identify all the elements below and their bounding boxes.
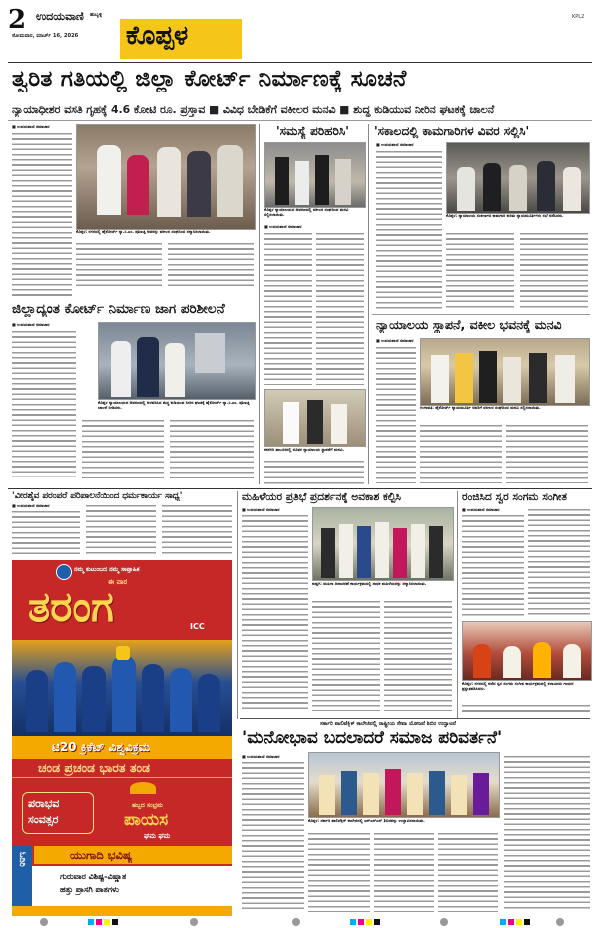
mahile-headline: ಮಹಿಳೆಯರ ಪ್ರತಿಭೆ ಪ್ರದರ್ಶನಕ್ಕೆ ಅವಕಾಶ ಕಲ್ಪಿಸಿ — [242, 491, 401, 503]
samasye-body-1 — [264, 231, 312, 385]
kamagari-body-2 — [446, 231, 514, 311]
subhead-rule — [8, 120, 592, 121]
col-rule-2 — [368, 124, 369, 484]
ad-title: ತರಂಗ — [28, 582, 114, 631]
ad-footer-2: ಹತ್ತು ಪ್ರಾಸಗಿ ಪಾತಗಳು — [60, 885, 119, 894]
col-rule-4 — [457, 491, 458, 719]
mahile-byline: ■ ಉದಯವಾಣಿ ಸಮಾಚಾರ — [242, 507, 280, 512]
header-rule — [8, 62, 592, 63]
lead-body-6 — [170, 418, 254, 478]
mahile-body-2 — [312, 599, 380, 711]
ad-payasa: ಪಾಯಸ — [124, 810, 169, 830]
manobhava-headline: 'ಮನೋಭಾವ ಬದಲಾದರೆ ಸಮಾಜ ಪರಿವರ್ತನೆ' — [242, 728, 503, 748]
edition-tag: ಹುಬ್ಬಳ್ಳಿ — [90, 12, 103, 18]
manobhava-rule — [240, 718, 590, 719]
veerashaiva-body-3 — [162, 503, 232, 557]
manobhava-body-1 — [242, 760, 304, 912]
kamagari-photo — [446, 142, 590, 214]
ad-flower-deco — [130, 782, 156, 794]
mahile-body-3 — [384, 599, 452, 711]
manobhava-caption: ಕೊಪ್ಪಳ: ಸರ್ಕಾರಿ ಪಾಲಿಟೆಕ್ನಿಕ್ ಕಾಲೇಜಿನಲ್ಲಿ ಎನ್‌ಎಸ್‌ಎಸ್ ಶಿಬಿರವನ್ನು ಉದ್ಘಾಟಿಸಲಾಯಿತು. — [308, 818, 425, 823]
samasye-photo — [264, 142, 366, 208]
ad-team-photo — [12, 640, 232, 736]
mahile-caption: ಕುಷ್ಟಗಿ: ಮಹಿಳಾ ದಿನಾಚರಣೆ ಕಾರ್ಯಕ್ರಮದಲ್ಲಿ ಸಾಧಕ ಮಹಿಳೆಯರನ್ನು ಸನ್ಮಾನಿಸಲಾಯಿತು. — [312, 581, 427, 586]
manobhava-body-5 — [504, 754, 590, 912]
kamagari-body-1 — [376, 149, 442, 311]
kamagari-body-3 — [520, 231, 588, 311]
section-byline: ■ ಉದಯವಾಣಿ ಸಮಾಚಾರ — [12, 322, 50, 327]
sangeet-headline: ರಂಜಿಸಿದ ಸ್ವರ ಸಂಗಮ ಸಂಗೀತ — [462, 491, 567, 503]
samasye-headline: 'ಸಮಸ್ಯೆ ಪರಿಹರಿಸಿ' — [276, 124, 349, 138]
veerashaiva-byline: ■ ಉದಯವಾಣಿ ಸಮಾಚಾರ — [12, 503, 50, 508]
samasye-photo-2 — [264, 389, 366, 447]
lead-body-1 — [12, 131, 72, 296]
registration-marks — [0, 916, 600, 928]
ad-payasa-pre: ಹಬ್ಬದ ಸಂಭ್ರಮ — [132, 802, 163, 809]
lead-body-4 — [12, 329, 76, 477]
sangeet-body-2 — [528, 507, 590, 617]
ad-ghama: ಘಮ ಘಮ — [144, 832, 171, 840]
ad-tagline: ನಮ್ಮ ಕುಟುಂಬದ ನಮ್ಮ ಸಾಪ್ತಾಹಿಕ — [74, 566, 140, 573]
veerashaiva-body-2 — [86, 503, 156, 557]
lead-body-3 — [168, 241, 254, 289]
veerashaiva-headline: 'ವೀರಶೈವ ಪರಂಪರೆ ಪರಿಪಾಲನೆಯಿಂದ ಧರ್ಮಕಾರ್ಯ ಸಾಧ್ಯ' — [12, 491, 183, 501]
lead-photo — [76, 124, 256, 230]
lead-byline: ■ ಉದಯವಾಣಿ ಸಮಾಚಾರ — [12, 124, 50, 129]
court-setup-caption: ಗಂಗಾವತಿ: ಹೈಕೋರ್ಟ್ ನ್ಯಾಯಮೂರ್ತಿ ಅವರಿಗೆ ವಕೀಲರ ಸಂಘದಿಂದ ಮನವಿ ಸಲ್ಲಿಸಲಾಯಿತು. — [420, 405, 541, 410]
ad-small-title: ಈ ವಾರ — [108, 578, 128, 586]
ad-icc-logo: ICC — [190, 622, 205, 631]
samasye-body-3 — [264, 459, 364, 485]
samasye-caption-2: ಕನಕಗಿರಿ ತಾಲೂಕಿನಲ್ಲಿ ನೂತನ ನ್ಯಾಯಾಲಯ ಸ್ಥಾಪನೆಗೆ ಮನವಿ. — [264, 447, 345, 452]
court-setup-body-3 — [506, 423, 588, 483]
sangeet-body-3 — [462, 703, 590, 713]
manobhava-body-2 — [308, 831, 370, 912]
ad-ugadi-strip — [34, 846, 232, 864]
lead-photo-caption: ಕೊಪ್ಪಳ: ನಗರದಲ್ಲಿ ಹೈಕೋರ್ಟ್ ನ್ಯಾ.ಸಿ.ಎಂ. ಪೂಣಚ್ಚ ಅವರನ್ನು ವಕೀಲರ ಸಂಘದಿಂದ ಸನ್ಮಾನಿಸಲಾಯಿತು. — [76, 229, 211, 234]
court-setup-body-1 — [376, 345, 416, 483]
sangeet-photo — [462, 621, 592, 681]
lead-subhead: ನ್ಯಾಯಾಧೀಶರ ವಸತಿ ಗೃಹಕ್ಕೆ 4.6 ಕೋಟಿ ರೂ. ಪ್ರಸ್ತಾವ ■ ವಿವಿಧ ಬೇಡಿಕೆಗೆ ವಕೀಲರ ಮನವಿ ■ ಶುದ್ಧ ಕುಡಿಯುವ ನೀರಿನ ಘಟಕಕ್ಕೆ ಚಾಲನೆ — [12, 103, 495, 116]
court-setup-photo — [420, 338, 590, 406]
water-plant-caption: ಕೊಪ್ಪಳ ನ್ಯಾಯಾಲಯದ ಆವರಣದಲ್ಲಿ ಅಳವಡಿಸಿದ ಶುದ್ಧ ಕುಡಿಯುವ ನೀರಿನ ಘಟಕಕ್ಕೆ ಹೈಕೋರ್ಟ್ ನ್ಯಾ.ಸಿ.ಎಂ. ಪೂಣಚ್ಚ ಚಾಲನೆ ನೀಡಿದರು. — [98, 400, 250, 410]
col-rule-1 — [259, 124, 260, 484]
court-setup-headline: ನ್ಯಾಯಾಲಯ ಸ್ಥಾಪನೆ, ವಕೀಲ ಭವನಕ್ಕೆ ಮನವಿ — [376, 317, 562, 332]
manobhava-body-4 — [438, 831, 498, 912]
mahile-photo — [312, 507, 454, 581]
sangeet-body-1 — [462, 513, 524, 617]
taranga-ad[interactable] — [12, 560, 232, 916]
kamagari-caption: ಕೊಪ್ಪಳ: ನ್ಯಾಯಾಲಯ ಸಂಕೀರ್ಣದ ಕಾಮಗಾರಿ ಕುರಿತು ನ್ಯಾಯಮೂರ್ತಿಗಳು ಸಭೆ ನಡೆಸಿದರು. — [446, 213, 564, 218]
ad-cricket-line: ಟಿ20 ಕ್ರಿಕೆಟ್ ವಿಶ್ವವಿಕ್ರಮ — [52, 740, 151, 754]
kamagari-byline: ■ ಉದಯವಾಣಿ ಸಮಾಚಾರ — [376, 142, 414, 147]
samasye-byline: ■ ಉದಯವಾಣಿ ಸಮಾಚಾರ — [264, 224, 302, 229]
manobhava-byline: ■ ಉದಯವಾಣಿ ಸಮಾಚಾರ — [242, 754, 280, 759]
court-setup-rule — [372, 314, 590, 315]
lead-body-5 — [82, 418, 164, 478]
ad-ugadi: ಯುಗಾದಿ ಭವಿಷ್ಯ — [70, 848, 133, 862]
mid-rule — [8, 488, 592, 489]
ad-footer-1: ಗುರುವಾರ ವಿಶಿಷ್ಟ-ವಿಷ್ಣಾತ — [60, 872, 127, 881]
page-number: 2 — [8, 5, 27, 35]
date-line: ಸೋಮವಾರ, ಮಾರ್ಚ್ 16, 2026 — [12, 33, 79, 39]
ad-samvatsara: ಪರಾಭವ ಸಂವತ್ಸರ — [28, 797, 60, 826]
ad-logo-circle — [56, 564, 72, 580]
kamagari-headline: 'ಸಕಾಲದಲ್ಲಿ ಕಾಮಗಾರಿಗಳ ವಿವರ ಸಲ್ಲಿಸಿ' — [374, 124, 530, 138]
masthead-name: ಉದಯವಾಣಿ — [36, 10, 84, 23]
ad-banner: ಚಂಡ ಪ್ರಚಂಡ ಭಾರತ ತಂಡ — [38, 760, 151, 775]
sangeet-byline: ■ ಉದಯವಾಣಿ ಸಮಾಚಾರ — [462, 507, 500, 512]
samasye-body-2 — [316, 231, 364, 385]
lead-headline: ತ್ವರಿತ ಗತಿಯಲ್ಲಿ ಜಿಲ್ಲಾ ಕೋರ್ಟ್ ನಿರ್ಮಾಣಕ್ಕೆ ಸೂಚನೆ — [12, 66, 407, 92]
page-header — [0, 0, 600, 64]
col-rule-3 — [237, 491, 238, 719]
court-setup-byline: ■ ಉದಯವಾಣಿ ಸಮಾಚಾರ — [376, 338, 414, 343]
district-title: ಕೊಪ್ಪಳ — [126, 21, 189, 51]
court-setup-body-2 — [420, 423, 502, 483]
manobhava-body-3 — [374, 831, 434, 912]
mahile-body-1 — [242, 513, 308, 711]
lead-body-2 — [76, 241, 162, 289]
manobhava-kicker: ಸರ್ಕಾರಿ ಪಾಲಿಟೆಕ್ನಿಕ್ ಕಾಲೇಜಿನಲ್ಲಿ ರಾಷ್ಟ್ರೀಯ ಸೇವಾ ಯೋಜನೆ ಶಿಬಿರ ಉದ್ಘಾಟನೆ — [320, 721, 456, 727]
ad-side-label: ಓದಿರಿ — [18, 852, 27, 867]
sangeet-caption: ಕೊಪ್ಪಳ: ನಗರದಲ್ಲಿ ನಡೆದ ಸ್ವರ ಸಂಗಮ ಸಂಗೀತ ಕಾರ್ಯಕ್ರಮದಲ್ಲಿ ಕಲಾವಿದರು ಗಾಯನ ಪ್ರಸ್ತುತಪಡಿಸಿದರು. — [462, 681, 574, 691]
page-code: KPL2 — [572, 14, 585, 20]
manobhava-photo — [308, 752, 500, 818]
veerashaiva-body-1 — [12, 509, 80, 557]
lead-section-head: ಜಿಲ್ಲಾದ್ಯಂತ ಕೋರ್ಟ್ ನಿರ್ಮಾಣ ಜಾಗ ಪರಿಶೀಲನೆ — [12, 301, 225, 317]
water-plant-photo — [98, 322, 256, 400]
samasye-caption: ಕೊಪ್ಪಳ ನ್ಯಾಯಾಲಯದ ಆವರಣದಲ್ಲಿ ವಕೀಲರ ಸಂಘದಿಂದ ಮನವಿ ಸಲ್ಲಿಸಲಾಯಿತು. — [264, 207, 349, 217]
